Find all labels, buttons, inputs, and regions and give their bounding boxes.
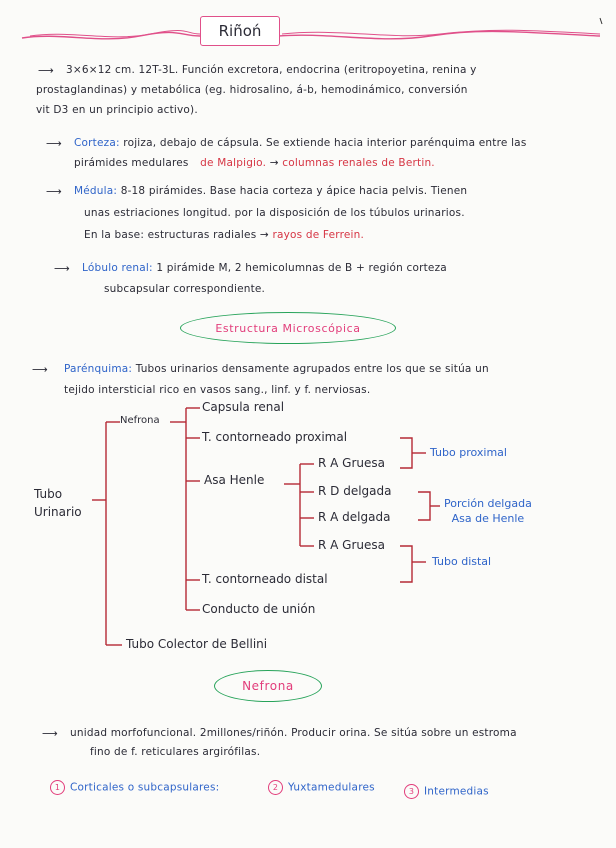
tubo-proximal-label: Tubo proximal <box>430 446 507 459</box>
colector-node: Tubo Colector de Bellini <box>126 637 268 651</box>
tipo-2-label: Yuxtamedulares <box>288 781 375 794</box>
bullet-arrow-icon: ⟶ <box>32 363 48 376</box>
tipo-1-label: Corticales o subcapsulares: <box>70 781 220 794</box>
number-1-icon: 1 <box>50 780 65 795</box>
intro-line-2: prostaglandinas) y metabólica (eg. hidrosalino, á-b, hemodinámico, conversión <box>36 84 468 96</box>
section-oval-nefrona: Nefrona <box>214 670 322 702</box>
parenquima-label: Parénquima: <box>64 363 133 375</box>
unidad-line-2: fino de f. reticulares argirófilas. <box>90 746 261 758</box>
ra-gruesa-node: R A Gruesa <box>318 456 386 470</box>
lobulo-line-2: subcapsular correspondiente. <box>104 283 266 295</box>
tubo-urinario-root: Tubo Urinario <box>34 487 82 519</box>
malpighi-term: de Malpigio. <box>200 157 267 169</box>
bertin-term: columnas renales de Bertin. <box>282 157 435 169</box>
arrow-icon: → <box>269 157 279 169</box>
corteza-label: Corteza: <box>74 137 120 149</box>
lobulo-text-1: 1 pirámide M, 2 hemicolumnas de B + región corteza <box>156 262 447 274</box>
unidad-line-1: unidad morfofuncional. 2millones/riñón. Producir orina. Se sitúa sobre un estroma <box>70 727 517 739</box>
ra-gruesa2-node: R A Gruesa <box>318 538 386 552</box>
lobulo-label: Lóbulo renal: <box>82 262 153 274</box>
corteza-text-1: rojiza, debajo de cápsula. Se extiende hacia interior parénquima entre las <box>123 137 527 149</box>
bullet-arrow-icon: ⟶ <box>42 727 58 740</box>
tubo-distal-label: Tubo distal <box>432 555 492 568</box>
number-3-icon: 3 <box>404 784 419 799</box>
section-oval-microscopica: Estructura Microscópica <box>180 312 396 344</box>
bullet-arrow-icon: ⟶ <box>46 137 62 150</box>
bullet-arrow-icon: ⟶ <box>46 185 62 198</box>
ra-delgada-node: R A delgada <box>318 510 391 524</box>
tcp-node: T. contorneado proximal <box>202 430 348 444</box>
tipo-1 <box>50 780 219 795</box>
medula-text-3: En la base: estructuras radiales <box>84 229 257 241</box>
nefrona-node: Nefrona <box>120 415 160 426</box>
medula-label: Médula: <box>74 185 118 197</box>
corteza-text-2: pirámides medulares <box>74 157 189 169</box>
intro-line-3: vit D3 en un principio activo). <box>36 104 198 116</box>
tipo-3 <box>404 784 489 799</box>
intro-line-1: 3×6×12 cm. 12T-3L. Función excretora, endocrina (eritropoyetina, renina y <box>66 64 477 76</box>
number-2-icon: 2 <box>268 780 283 795</box>
conducto-node: Conducto de unión <box>202 602 316 616</box>
parenquima-line-2: tejido intersticial rico en vasos sang., linf. y f. nerviosas. <box>64 384 371 396</box>
tcd-node: T. contorneado distal <box>202 572 328 586</box>
tipo-3-label: Intermedias <box>424 785 489 798</box>
parenquima-text-1: Tubos urinarios densamente agrupados entre los que se sitúa un <box>135 363 489 375</box>
medula-text-1: 8-18 pirámides. Base hacia corteza y ápice hacia pelvis. Tienen <box>120 185 468 197</box>
porcion-delgada-label: Porción delgada Asa de Henle <box>444 497 532 525</box>
capsula-node: Capsula renal <box>202 400 285 414</box>
bullet-arrow-icon: ⟶ <box>54 262 70 275</box>
arrow-icon: → <box>259 229 269 241</box>
ferrein-term: rayos de Ferrein. <box>272 229 365 241</box>
asa-henle-node: Asa Henle <box>204 473 265 487</box>
bullet-arrow-icon: ⟶ <box>38 64 54 77</box>
medula-line-2: unas estriaciones longitud. por la disposición de los túbulos urinarios. <box>84 207 465 219</box>
page-title: Riñoń <box>200 16 280 46</box>
rd-delgada-node: R D delgada <box>318 484 392 498</box>
tipo-2 <box>268 780 375 795</box>
